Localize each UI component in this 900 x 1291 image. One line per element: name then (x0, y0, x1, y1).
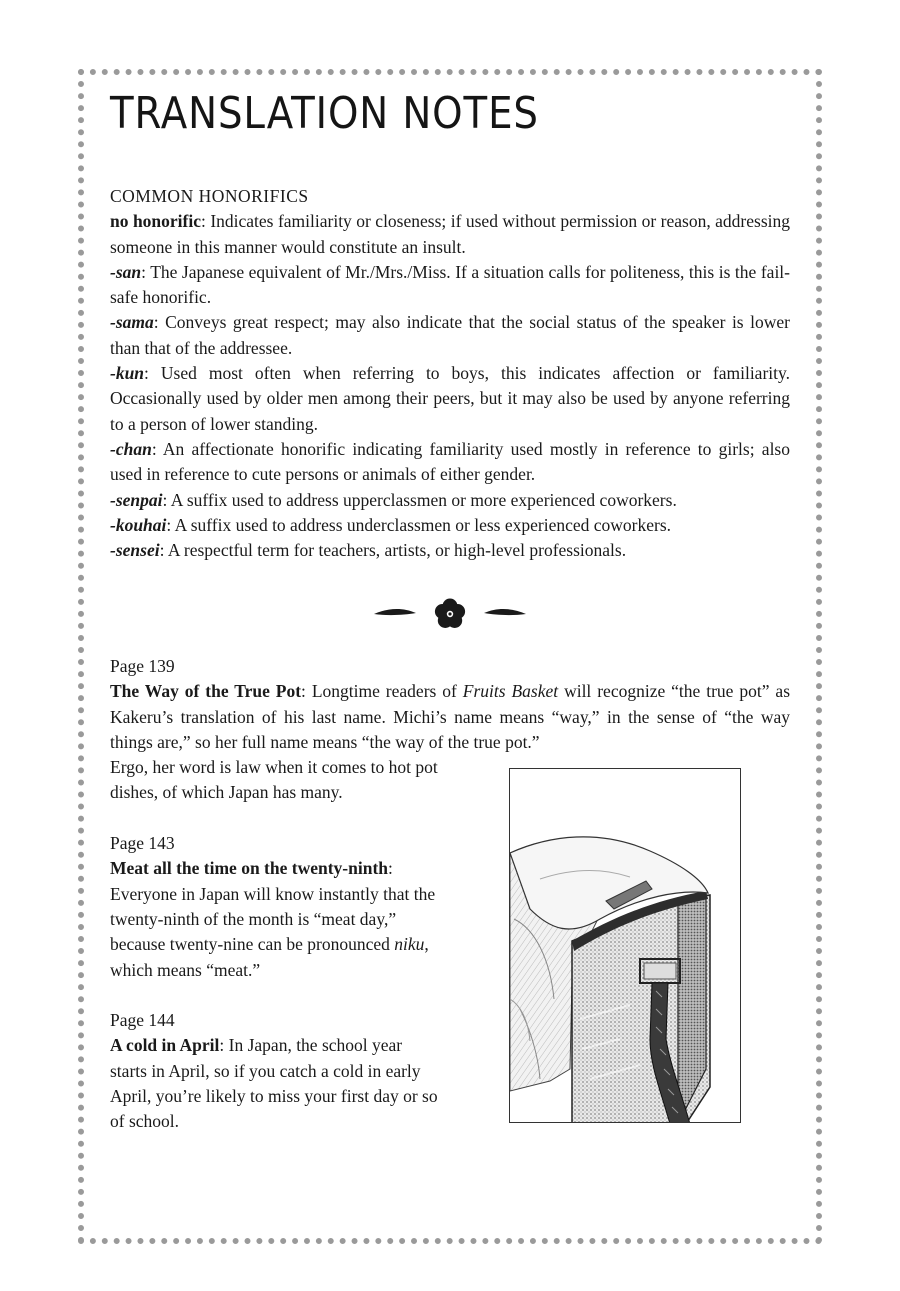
note-text-line: April, you’re likely to miss your first day or so (110, 1086, 438, 1107)
manga-panel-art (510, 769, 741, 1123)
honorific-description: : Conveys great respect; may also indicate that the social status of the speaker is lower than that of the addressee. (110, 312, 790, 358)
note-text-line: dishes, of which Japan has many. (110, 782, 343, 803)
honorific-description: : A suffix used to address upperclassmen or more experienced coworkers. (162, 489, 677, 510)
note-text-line: Everyone in Japan will know instantly that the (110, 883, 436, 904)
japanese-word: niku (394, 934, 425, 955)
note-text-line: Ergo, her word is law when it comes to hot pot (110, 757, 438, 778)
cooler-bag-illustration (509, 768, 741, 1123)
note-text-line: of school. (110, 1111, 180, 1132)
honorifics-section (110, 184, 790, 563)
note-heading-line: Meat all the time on the twenty-ninth: (110, 858, 393, 879)
note-heading: A cold in April (110, 1035, 220, 1056)
honorific-entry (110, 310, 790, 361)
honorific-entry (110, 437, 790, 488)
honorific-description: : Used most often when referring to boys, this indicates affection or familiarity. Occasionally used by older men among their peers, but it may also be used by anyone referring to a person of lower standing. (110, 363, 790, 434)
note-text-line: starts in April, so if you catch a cold in early (110, 1060, 421, 1081)
honorific-entry (110, 260, 790, 311)
honorific-entry (110, 488, 790, 513)
honorific-entry (110, 361, 790, 437)
honorific-term: -chan (110, 438, 152, 459)
section-heading: COMMON HONORIFICS (110, 186, 309, 206)
honorific-term: -kouhai (110, 514, 167, 535)
honorific-term: -kun (110, 363, 145, 384)
honorific-description: : Indicates familiarity or closeness; if used without permission or reason, addressing someone in this manner would constitute an insult. (110, 211, 790, 257)
honorific-description: : A suffix used to address underclassmen or less experienced coworkers. (166, 514, 672, 535)
note-heading: The Way of the True Pot (110, 681, 302, 702)
honorific-description: : A respectful term for teachers, artists, or high-level professionals. (159, 540, 627, 561)
page-number: Page 139 (110, 656, 175, 676)
note-text-line: which means “meat.” (110, 959, 261, 980)
note-text-line: twenty-ninth of the month is “meat day,” (110, 908, 397, 929)
honorific-term: no honorific (110, 211, 201, 232)
honorific-description: : An affectionate honorific indicating familiarity used mostly in reference to girls; also used in reference to cute persons or animals of either gender. (110, 438, 790, 485)
note-heading: Meat all the time on the twenty-ninth (110, 858, 389, 879)
honorific-entry (110, 513, 790, 538)
book-title: Fruits Basket (462, 681, 559, 702)
honorific-entry (110, 209, 790, 260)
note-text-line: because twenty-nine can be pronounced niku, (110, 934, 429, 955)
page-title: TRANSLATION NOTES (110, 88, 539, 139)
honorific-term: -san (110, 261, 142, 282)
flower-divider-ornament (374, 594, 526, 634)
note-text: The Way of the True Pot: Longtime readers of Fruits Basket will recognize “the true pot” as Kakeru’s translation of his last name. Michi’s name means “way,” in the sense of “the way things are,” so her full name means “the way of the true pot.” (110, 681, 791, 752)
page-number: Page 143 (110, 833, 175, 854)
honorific-term: -senpai (110, 489, 163, 510)
honorific-term: -sama (110, 312, 154, 333)
note-text-line: A cold in April: In Japan, the school year (110, 1035, 403, 1056)
honorific-term: -sensei (110, 540, 160, 561)
page-number: Page 144 (110, 1010, 175, 1031)
honorific-entry (110, 538, 790, 563)
honorific-description: : The Japanese equivalent of Mr./Mrs./Miss. If a situation calls for politeness, this is the fail-safe honorific. (110, 261, 790, 308)
